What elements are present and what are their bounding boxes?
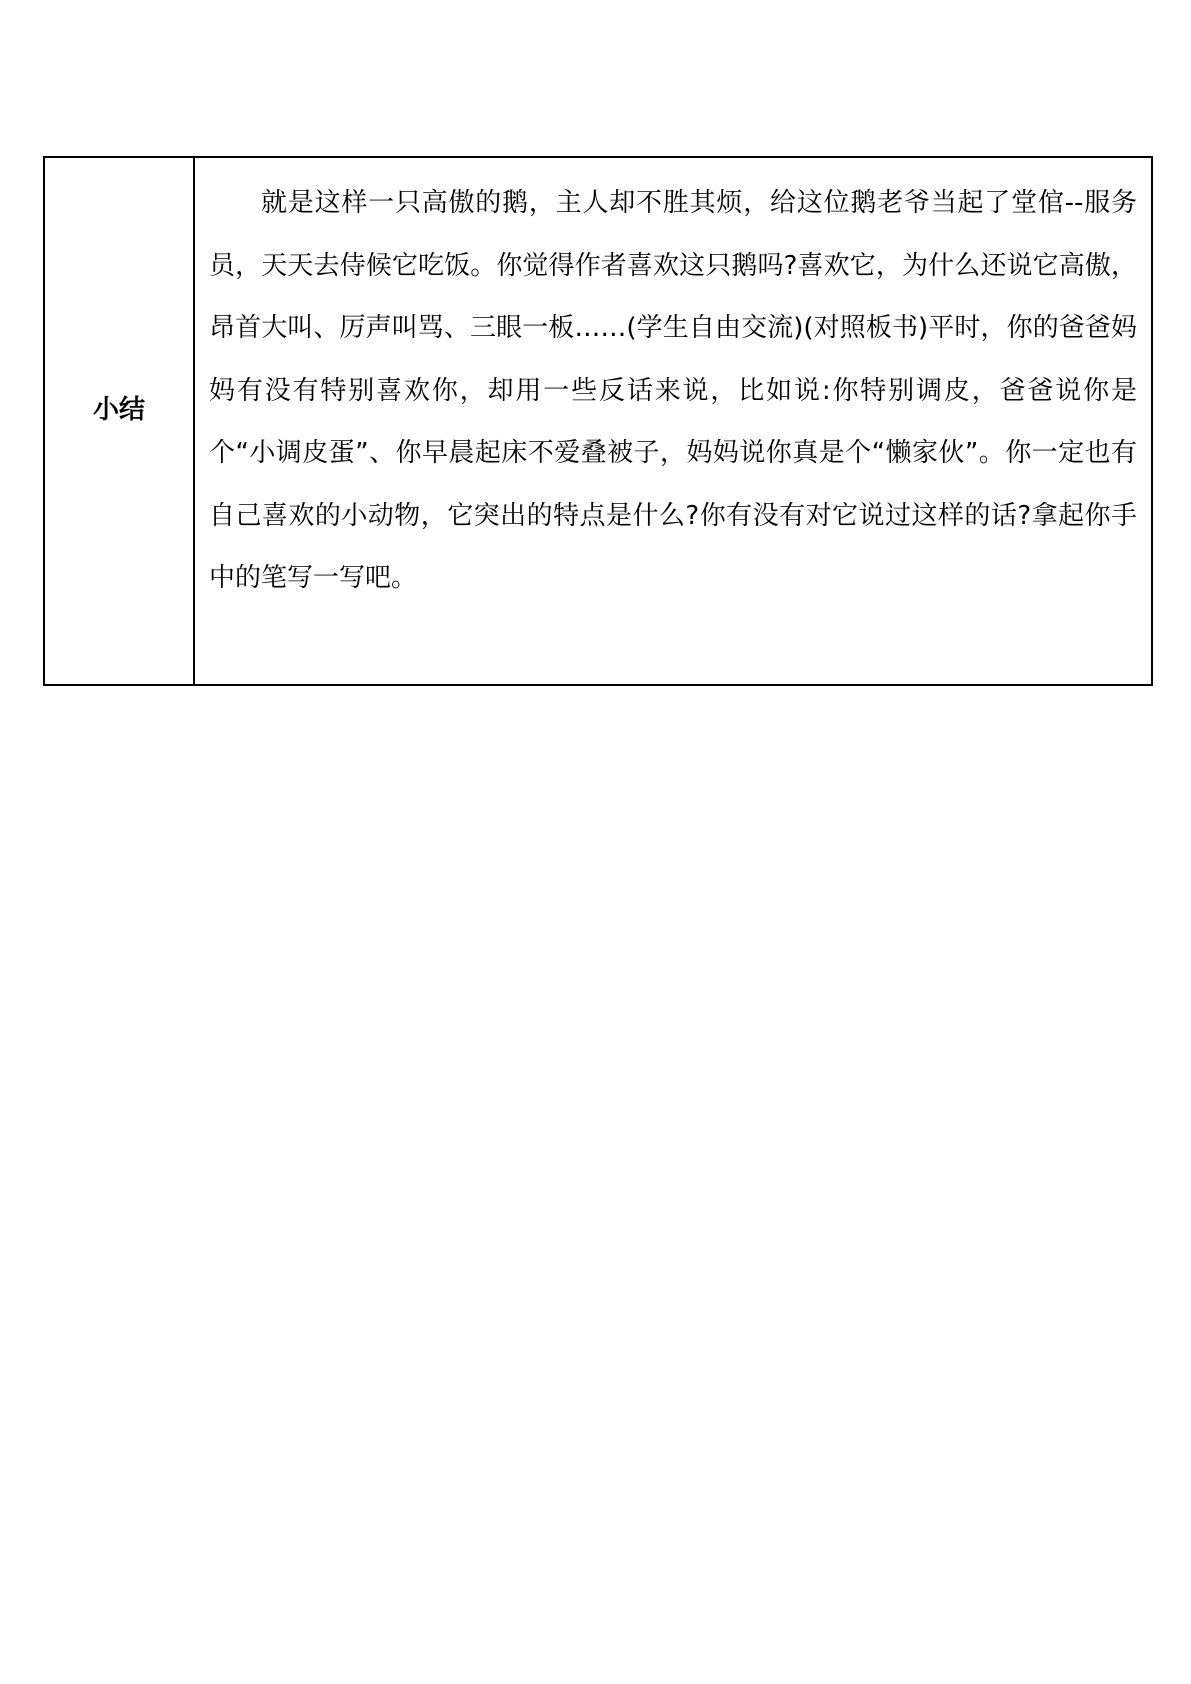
- content-cell: [194, 157, 1152, 685]
- label-cell: [44, 157, 194, 685]
- summary-table: [43, 156, 1153, 686]
- summary-paragraph: 就是这样一只高傲的鹅，主人却不胜其烦，给这位鹅老爷当起了堂倌--服务员，天天去侍候它吃饭。你觉得作者喜欢这只鹅吗?喜欢它，为什么还说它高傲，昂首大叫、厉声叫骂、三眼一板……(学生自由交流)(对照板书)平时，你的爸爸妈妈有没有特别喜欢你，却用一些反话来说，比如说:你特别调皮，爸爸说你是个“小调皮蛋”、你早晨起床不爱叠被子，妈妈说你真是个“懒家伙”。你一定也有自己喜欢的小动物，它突出的特点是什么?你有没有对它说过这样的话?拿起你手中的笔写一写吧。: [209, 188, 1137, 593]
- table-row: [44, 157, 1152, 685]
- row-label: 小结: [92, 394, 145, 425]
